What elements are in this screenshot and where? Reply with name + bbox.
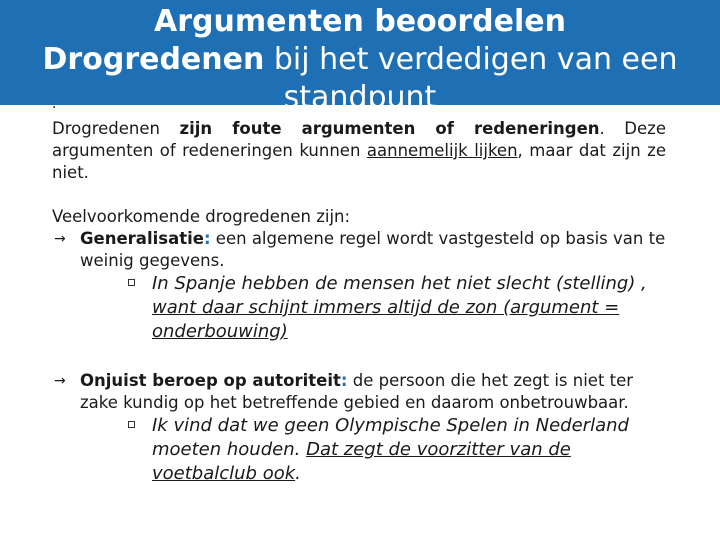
example-end: . — [295, 463, 301, 484]
arrow-icon: → — [54, 373, 66, 389]
example-underlined: want daar schijnt immers altijd de zon (argument = onderbouwing) — [152, 297, 620, 342]
arrow-icon: → — [54, 231, 66, 247]
item-generalisatie — [52, 228, 666, 272]
title-keyword: Drogredenen — [42, 42, 265, 77]
intro-definition: zijn foute argumenten of redeneringen — [179, 119, 600, 138]
title-line-1: Argumenten beoordelen — [154, 4, 566, 39]
item-colon: : — [203, 229, 211, 248]
title-line-3: standpunt — [283, 80, 437, 115]
example-text: Ik vind dat we geen Olympische Spelen in Nederland moeten houden. — [152, 415, 629, 460]
example-autoriteit — [52, 414, 666, 486]
item-colon: : — [340, 371, 348, 390]
item-desc: een algemene regel wordt vastgesteld op basis van te weinig gegevens. — [80, 229, 666, 270]
checkbox-bullet-icon — [128, 421, 135, 428]
intro-text-a: Drogredenen — [52, 119, 180, 138]
title-line-2 — [0, 42, 720, 78]
item-desc: de persoon die het zegt is niet ter zake kundig op het betreffende gebied en daarom onbetrouwbaar. — [80, 371, 634, 412]
item-autoriteit — [52, 370, 666, 414]
intro-text-d: , maar dat zijn ze niet. — [52, 141, 666, 182]
example-generalisatie — [52, 272, 666, 344]
checkbox-bullet-icon — [128, 279, 135, 286]
intro-paragraph — [52, 118, 666, 184]
example-text: In Spanje hebben de mensen het niet slecht (stelling) , — [152, 273, 647, 294]
intro-underlined: aannemelijk lijken — [366, 141, 518, 160]
item-term: Generalisatie — [80, 229, 204, 248]
stray-dot: . — [52, 96, 57, 112]
title-line-2-rest: bij het verdedigen van een — [264, 42, 678, 77]
intro-text-c: . Deze argumenten of redeneringen kunnen — [52, 119, 666, 160]
example-underlined: Dat zegt de voorzitter van de voetbalclub ook — [152, 439, 571, 484]
list-intro: Veelvoorkomende drogredenen zijn: — [52, 207, 351, 226]
slide-body — [52, 118, 666, 486]
item-term: Onjuist beroep op autoriteit — [80, 371, 341, 390]
